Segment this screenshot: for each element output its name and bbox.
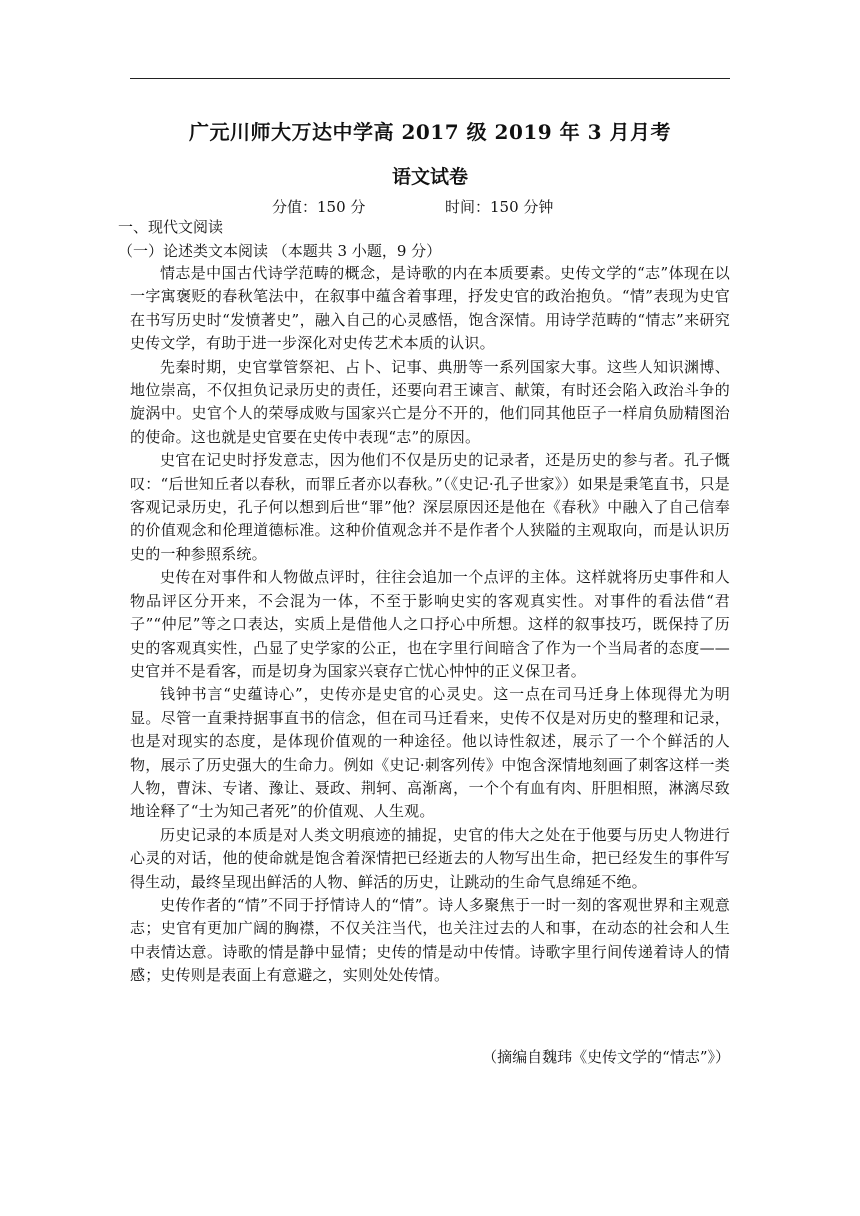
exam-subtitle: 语文试卷 <box>391 166 468 188</box>
passage-source: （摘编自魏玮《史传文学的“情志”》） <box>482 1048 730 1066</box>
passage-paragraph: 情志是中国古代诗学范畴的概念，是诗歌的内在本质要素。史传文学的“志”体现在以一字寓褒贬的春秋笔法中，在叙事中蕴含着事理，抒发史官的政治抱负。“情”表现为史官在书写历史时“发愤著史”，融入自己的心灵感悟，饱含深情。用诗学范畴的“情志”来研究史传文学，有助于进一步深化对史传艺术本质的认识。 <box>130 264 730 353</box>
reading-passage <box>130 262 730 988</box>
passage-paragraph: 钱钟书言“史蕴诗心”，史传亦是史官的心灵史。这一点在司马迁身上体现得尤为明显。尽管一直秉持据事直书的信念，但在司马迁看来，史传不仅是对历史的整理和记录，也是对现实的态度，是体现价值观的一种途径。他以诗性叙述，展示了一个个鲜活的人物，展示了历史强大的生命力。例如《史记·刺客列传》中饱含深情地刻画了刺客这样一类人物，曹沫、专诸、豫让、聂政、荆轲、高渐离，一个个有血有肉、肝胆相照，淋漓尽致地诠释了“士为知己者死”的价值观、人生观。 <box>130 685 730 821</box>
top-rule <box>130 78 730 79</box>
section-heading: 一、现代文阅读 <box>118 218 224 236</box>
exam-title: 广元川师大万达中学高 2017 级 2019 年 3 月月考 <box>188 120 672 144</box>
time-info: 时间：150 分钟 <box>445 198 554 216</box>
passage-paragraph: 史传作者的“情”不同于抒情诗人的“情”。诗人多聚焦于一时一刻的客观世界和主观意志；史官有更加广阔的胸襟，不仅关注当代，也关注过去的人和事，在动态的社会和人生中表情达意。诗歌的情是静中显情；史传的情是动中传情。诗歌字里行间传递着诗人的情感；史传则是表面上有意避之，实则处处传情。 <box>130 895 730 985</box>
passage-paragraph: 史传在对事件和人物做点评时，往往会追加一个点评的主体。这样就将历史事件和人物品评区分开来，不会混为一体，不至于影响史实的客观真实性。对事件的看法借“君子”“仲尼”等之口表达，实质上是借他人之口抒心中所想。这样的叙事技巧，既保持了历史的客观真实性，凸显了史学家的公正，也在字里行间暗含了作为一个当局者的态度——史官并不是看客，而是切身为国家兴衰存亡忧心忡忡的正义保卫者。 <box>130 568 730 680</box>
passage-paragraph: 先秦时期，史官掌管祭祀、占卜、记事、典册等一系列国家大事。这些人知识渊博、地位崇高，不仅担负记录历史的责任，还要向君王谏言、献策，有时还会陷入政治斗争的旋涡中。史官个人的荣辱成败与国家兴亡是分不开的，他们同其他臣子一样肩负励精图治的使命。这也就是史官要在史传中表现“志”的原因。 <box>130 357 730 446</box>
score-info: 分值：150 分 <box>272 198 366 216</box>
passage-paragraph: 史官在记史时抒发意志，因为他们不仅是历史的记录者，还是历史的参与者。孔子慨叹：“后世知丘者以春秋，而罪丘者亦以春秋。”（《史记·孔子世家》）如果是秉笔直书，只是客观记录历史，孔子何以想到后世“罪”他？深层原因还是他在《春秋》中融入了自己信奉的价值观念和伦理道德标准。这种价值观念并不是作者个人狭隘的主观取向，而是认识历史的一种参照系统。 <box>130 451 730 563</box>
subsection-heading: （一）论述类文本阅读 （本题共 3 小题，9 分） <box>118 242 442 260</box>
passage-paragraph: 历史记录的本质是对人类文明痕迹的捕捉，史官的伟大之处在于他要与历史人物进行心灵的对话，他的使命就是饱含着深情把已经逝去的人物写出生命，把已经发生的事件写得生动，最终呈现出鲜活的人物、鲜活的历史，让跳动的生命气息绵延不绝。 <box>130 825 730 891</box>
